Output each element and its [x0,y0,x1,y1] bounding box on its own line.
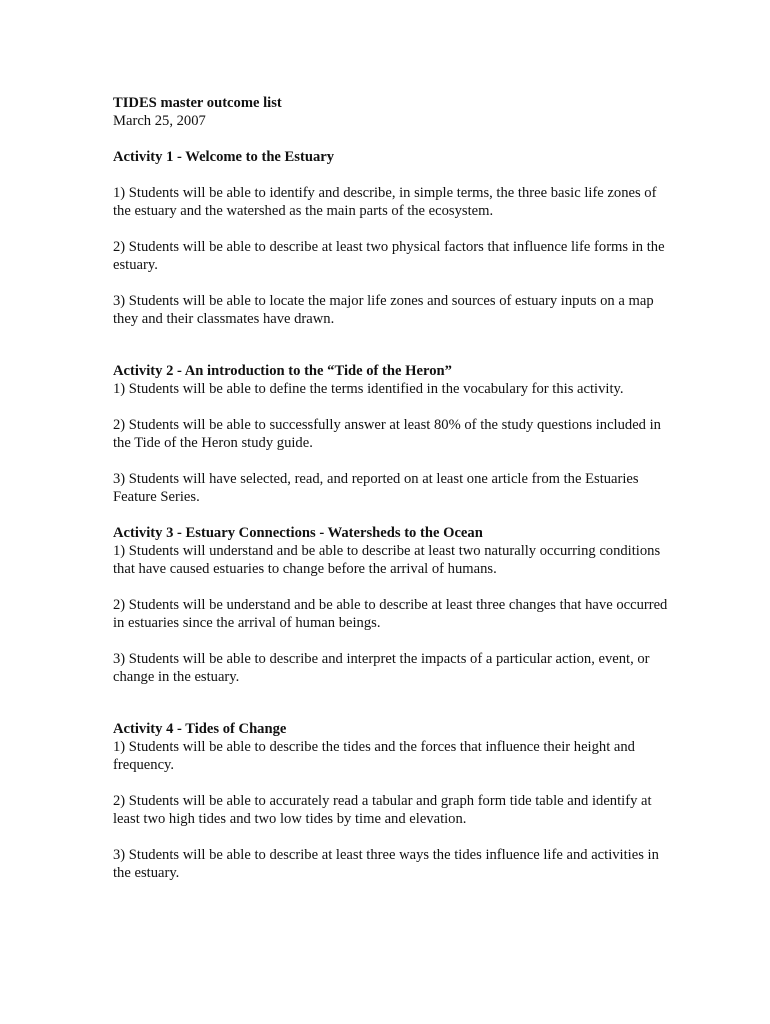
activity-4-section [113,720,673,882]
document-title: TIDES master outcome list [113,95,282,111]
activity-1-outcome-2: 2) Students will be able to describe at least two physical factors that influence life forms in the estuary. [113,239,665,273]
activity-2-outcome-1: 1) Students will be able to define the terms identified in the vocabulary for this activity. [113,381,624,397]
activity-3-outcome-1: 1) Students will understand and be able to describe at least two naturally occurring conditions that have caused estuaries to change before the arrival of humans. [113,543,661,577]
document-page [113,94,673,882]
activity-2-section [113,362,673,506]
activity-4-outcome-2: 2) Students will be able to accurately read a tabular and graph form tide table and identify at least two high tides and two low tides by time and elevation. [113,793,652,827]
activity-1-section [113,148,673,328]
activity-3-section [113,524,673,686]
activity-2-outcome-3: 3) Students will have selected, read, and reported on at least one article from the Estuaries Feature Series. [113,471,639,505]
activity-3-heading: Activity 3 - Estuary Connections - Watersheds to the Ocean [113,525,483,541]
activity-3-outcome-3: 3) Students will be able to describe and interpret the impacts of a particular action, event, or change in the estuary. [113,651,650,685]
activity-2-outcome-2: 2) Students will be able to successfully answer at least 80% of the study questions included in the Tide of the Heron study guide. [113,417,661,451]
activity-4-heading: Activity 4 - Tides of Change [113,721,287,737]
activity-1-outcome-3: 3) Students will be able to locate the major life zones and sources of estuary inputs on a map they and their classmates have drawn. [113,293,654,327]
activity-3-outcome-2: 2) Students will be understand and be able to describe at least three changes that have occurred in estuaries since the arrival of human beings. [113,597,668,631]
activity-2-heading: Activity 2 - An introduction to the “Tide of the Heron” [113,363,452,379]
document-date: March 25, 2007 [113,113,206,129]
activity-4-outcome-3: 3) Students will be able to describe at least three ways the tides influence life and activities in the estuary. [113,847,659,881]
activity-1-outcome-1: 1) Students will be able to identify and describe, in simple terms, the three basic life zones of the estuary and the watershed as the main parts of the ecosystem. [113,185,657,219]
activity-4-outcome-1: 1) Students will be able to describe the tides and the forces that influence their height and frequency. [113,739,635,773]
activity-1-heading: Activity 1 - Welcome to the Estuary [113,149,335,165]
